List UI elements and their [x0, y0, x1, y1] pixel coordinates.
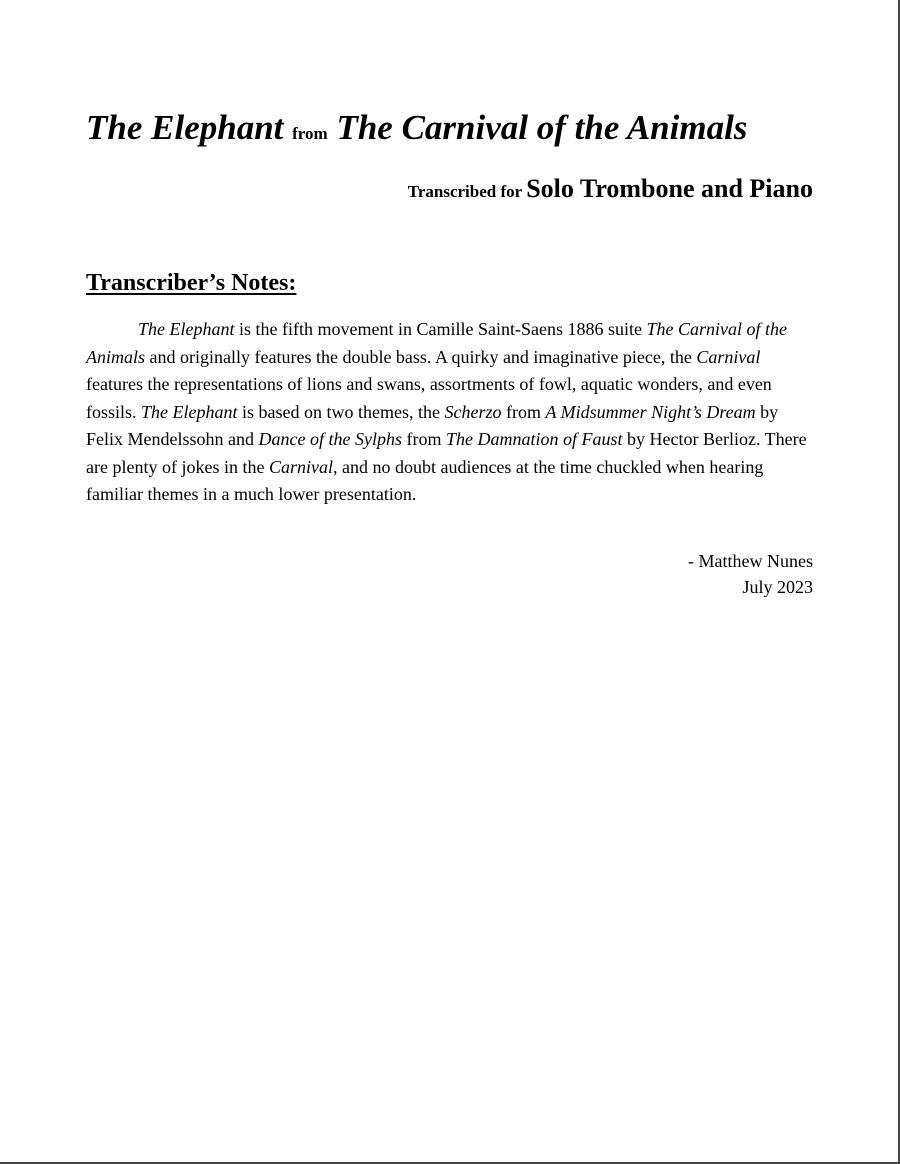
notes-text: and originally features the double bass. A quirky and imaginative piece, the [145, 346, 697, 367]
notes-text: by Felix Mendelssohn and [86, 401, 779, 449]
notes-text: by Hector Berlioz. There are plenty of jokes in the [86, 429, 807, 477]
document-title [86, 106, 846, 156]
notes-italic-title: Carnival [696, 346, 761, 367]
notes-text: from [401, 429, 446, 449]
signature-date: July 2023 [742, 577, 813, 597]
notes-text: features the representations of lions and swans, assortments of fowl, aquatic wonders, and even fossils. [86, 374, 772, 422]
notes-text: , and no doubt audiences at the time chuckled when hearing familiar themes in a much lower presentation. [86, 456, 764, 504]
notes-italic-title: Dance of the Sylphs [258, 429, 402, 449]
document-subtitle [408, 172, 813, 210]
notes-italic-title: Scherzo [444, 401, 502, 422]
title-suite: The Carnival of the Animals [336, 108, 748, 147]
notes-italic-title: Carnival [268, 456, 333, 477]
notes-text: is based on two themes, the [237, 401, 445, 422]
signature-author: - Matthew Nunes [688, 551, 813, 571]
notes-italic-title: A Midsummer Night’s Dream [545, 401, 756, 422]
notes-text: is the fifth movement in Camille Saint-Saens 1886 suite [234, 319, 647, 339]
notes-italic-title: The Elephant [138, 319, 235, 339]
notes-italic-title: The Damnation of Faust [445, 429, 623, 449]
notes-text: from [501, 401, 546, 422]
title-piece: The Elephant [86, 108, 284, 147]
notes-italic-title: The Elephant [141, 401, 238, 422]
notes-italic-title: The Carnival of the Animals [86, 319, 787, 367]
subtitle-instrumentation: Solo Trombone and Piano [526, 174, 813, 203]
signature-block [688, 548, 813, 600]
notes-heading: Transcriber’s Notes: [86, 270, 297, 296]
subtitle-prefix: Transcribed for [407, 182, 523, 201]
title-from: from [292, 124, 328, 143]
notes-paragraph [86, 316, 816, 509]
